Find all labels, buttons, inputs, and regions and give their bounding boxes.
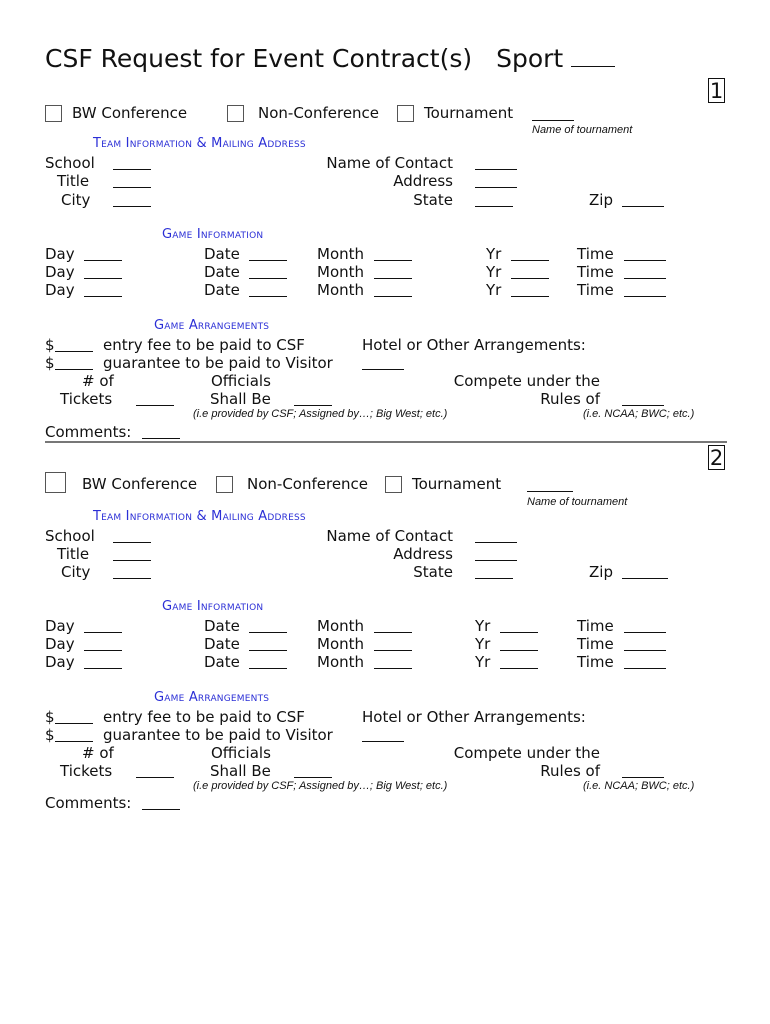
title-label: Title <box>57 545 90 563</box>
title-label: Title <box>57 172 90 190</box>
time-field[interactable] <box>624 246 666 265</box>
yr-field[interactable] <box>500 654 538 673</box>
month-label: Month <box>317 617 365 635</box>
time-field[interactable] <box>624 282 666 301</box>
game-info-heading: Game Information <box>162 599 264 614</box>
date-field[interactable] <box>249 282 287 301</box>
tournament-name-field[interactable] <box>527 477 573 496</box>
tournament-name-hint: Name of tournament <box>532 124 633 136</box>
month-field[interactable] <box>374 636 412 655</box>
month-field[interactable] <box>374 264 412 283</box>
address-label: Address <box>393 545 453 563</box>
rules-of-label: Rules of <box>540 390 600 408</box>
title-field[interactable] <box>113 173 151 192</box>
entry-fee-field[interactable] <box>55 337 93 356</box>
guarantee-dollar: $ <box>45 354 55 372</box>
hotel-field[interactable] <box>362 727 404 746</box>
day-field[interactable] <box>84 618 122 637</box>
num-of-label: # of <box>82 744 114 762</box>
tournament-label: Tournament <box>424 104 514 122</box>
tournament-label: Tournament <box>412 475 502 493</box>
guarantee-dollar: $ <box>45 726 55 744</box>
shall-be-label: Shall Be <box>210 762 271 780</box>
day-field[interactable] <box>84 282 122 301</box>
yr-field[interactable] <box>511 246 549 265</box>
bw-conference-checkbox[interactable] <box>45 472 66 493</box>
officials-label: Officials <box>211 744 271 762</box>
guarantee-label: guarantee to be paid to Visitor <box>103 726 333 744</box>
zip-field[interactable] <box>622 564 668 583</box>
tickets-label: Tickets <box>60 762 113 780</box>
month-label: Month <box>317 281 365 299</box>
comments-label: Comments: <box>45 794 132 812</box>
entry-fee-dollar: $ <box>45 336 55 354</box>
school-label: School <box>45 154 95 172</box>
bw-conference-label: BW Conference <box>82 475 198 493</box>
month-label: Month <box>317 635 365 653</box>
time-field[interactable] <box>624 636 666 655</box>
date-label: Date <box>204 635 240 653</box>
entry-fee-label: entry fee to be paid to CSF <box>103 708 305 726</box>
date-label: Date <box>204 263 240 281</box>
time-label: Time <box>577 617 614 635</box>
day-label: Day <box>45 281 75 299</box>
time-label: Time <box>577 653 614 671</box>
officials-hint: (i.e provided by CSF; Assigned by…; Big West; etc.) <box>193 408 448 420</box>
game-info-heading: Game Information <box>162 227 264 242</box>
yr-label: Yr <box>486 281 502 299</box>
officials-label: Officials <box>211 372 271 390</box>
tournament-checkbox[interactable] <box>397 105 414 122</box>
day-field[interactable] <box>84 264 122 283</box>
yr-label: Yr <box>475 617 491 635</box>
month-label: Month <box>317 245 365 263</box>
rules-hint: (i.e. NCAA; BWC; etc.) <box>583 408 695 420</box>
compete-under-label: Compete under the <box>453 372 600 390</box>
month-field[interactable] <box>374 618 412 637</box>
section-divider <box>45 441 727 443</box>
yr-label: Yr <box>475 635 491 653</box>
time-field[interactable] <box>624 264 666 283</box>
non-conference-label: Non-Conference <box>247 475 369 493</box>
state-label: State <box>413 191 453 209</box>
date-field[interactable] <box>249 264 287 283</box>
num-of-label: # of <box>82 372 114 390</box>
time-label: Time <box>577 245 614 263</box>
day-label: Day <box>45 245 75 263</box>
day-label: Day <box>45 635 75 653</box>
sport-field[interactable] <box>571 46 615 67</box>
date-field[interactable] <box>249 246 287 265</box>
contact-field[interactable] <box>475 528 517 547</box>
school-label: School <box>45 527 95 545</box>
day-label: Day <box>45 653 75 671</box>
city-label: City <box>61 563 91 581</box>
month-field[interactable] <box>374 654 412 673</box>
day-field[interactable] <box>84 246 122 265</box>
time-field[interactable] <box>624 654 666 673</box>
month-label: Month <box>317 263 365 281</box>
tournament-name-field[interactable] <box>532 106 574 125</box>
school-field[interactable] <box>113 155 151 174</box>
time-label: Time <box>577 281 614 299</box>
date-field[interactable] <box>249 654 287 673</box>
officials-hint: (i.e provided by CSF; Assigned by…; Big West; etc.) <box>193 780 448 792</box>
section-number-badge: 2 <box>709 446 724 470</box>
hotel-label: Hotel or Other Arrangements: <box>362 336 586 354</box>
bw-conference-checkbox[interactable] <box>45 105 62 122</box>
section-number-badge: 1 <box>709 79 724 103</box>
city-label: City <box>61 191 91 209</box>
game-arrangements-heading: Game Arrangements <box>154 318 270 333</box>
zip-label: Zip <box>589 563 613 581</box>
time-field[interactable] <box>624 618 666 637</box>
shall-be-label: Shall Be <box>210 390 271 408</box>
tickets-field[interactable] <box>136 763 174 782</box>
rules-hint: (i.e. NCAA; BWC; etc.) <box>583 780 695 792</box>
state-field[interactable] <box>475 192 513 211</box>
day-label: Day <box>45 263 75 281</box>
month-label: Month <box>317 653 365 671</box>
non-conference-label: Non-Conference <box>258 104 380 122</box>
day-field[interactable] <box>84 654 122 673</box>
yr-label: Yr <box>475 653 491 671</box>
contact-label: Name of Contact <box>326 527 453 545</box>
comments-field[interactable] <box>142 795 180 814</box>
yr-field[interactable] <box>500 636 538 655</box>
entry-fee-label: entry fee to be paid to CSF <box>103 336 305 354</box>
team-info-heading: Team Information & Mailing Address <box>93 136 306 151</box>
hotel-field[interactable] <box>362 355 404 374</box>
address-label: Address <box>393 172 453 190</box>
contact-field[interactable] <box>475 155 517 174</box>
date-field[interactable] <box>249 618 287 637</box>
address-field[interactable] <box>475 546 517 565</box>
sport-label: Sport <box>496 44 564 73</box>
yr-field[interactable] <box>511 282 549 301</box>
state-field[interactable] <box>475 564 513 583</box>
time-label: Time <box>577 635 614 653</box>
yr-field[interactable] <box>511 264 549 283</box>
title-field[interactable] <box>113 546 151 565</box>
contact-label: Name of Contact <box>326 154 453 172</box>
city-field[interactable] <box>113 192 151 211</box>
day-field[interactable] <box>84 636 122 655</box>
yr-label: Yr <box>486 263 502 281</box>
zip-label: Zip <box>589 191 613 209</box>
address-field[interactable] <box>475 173 517 192</box>
game-arrangements-heading: Game Arrangements <box>154 690 270 705</box>
day-label: Day <box>45 617 75 635</box>
compete-under-label: Compete under the <box>453 744 600 762</box>
non-conference-checkbox[interactable] <box>227 105 244 122</box>
time-label: Time <box>577 263 614 281</box>
page-title: CSF Request for Event Contract(s) Sport <box>45 44 615 73</box>
tickets-label: Tickets <box>60 390 113 408</box>
date-label: Date <box>204 653 240 671</box>
guarantee-label: guarantee to be paid to Visitor <box>103 354 333 372</box>
yr-label: Yr <box>486 245 502 263</box>
non-conference-checkbox[interactable] <box>216 476 233 493</box>
date-label: Date <box>204 617 240 635</box>
entry-fee-dollar: $ <box>45 708 55 726</box>
date-label: Date <box>204 245 240 263</box>
tournament-name-hint: Name of tournament <box>527 496 628 508</box>
tournament-checkbox[interactable] <box>385 476 402 493</box>
team-info-heading: Team Information & Mailing Address <box>93 509 306 524</box>
state-label: State <box>413 563 453 581</box>
tickets-field[interactable] <box>136 391 174 410</box>
entry-fee-field[interactable] <box>55 709 93 728</box>
bw-conference-label: BW Conference <box>72 104 188 122</box>
yr-field[interactable] <box>500 618 538 637</box>
rules-of-label: Rules of <box>540 762 600 780</box>
hotel-label: Hotel or Other Arrangements: <box>362 708 586 726</box>
month-field[interactable] <box>374 282 412 301</box>
month-field[interactable] <box>374 246 412 265</box>
date-field[interactable] <box>249 636 287 655</box>
city-field[interactable] <box>113 564 151 583</box>
comments-label: Comments: <box>45 423 132 441</box>
date-label: Date <box>204 281 240 299</box>
zip-field[interactable] <box>622 192 664 211</box>
school-field[interactable] <box>113 528 151 547</box>
